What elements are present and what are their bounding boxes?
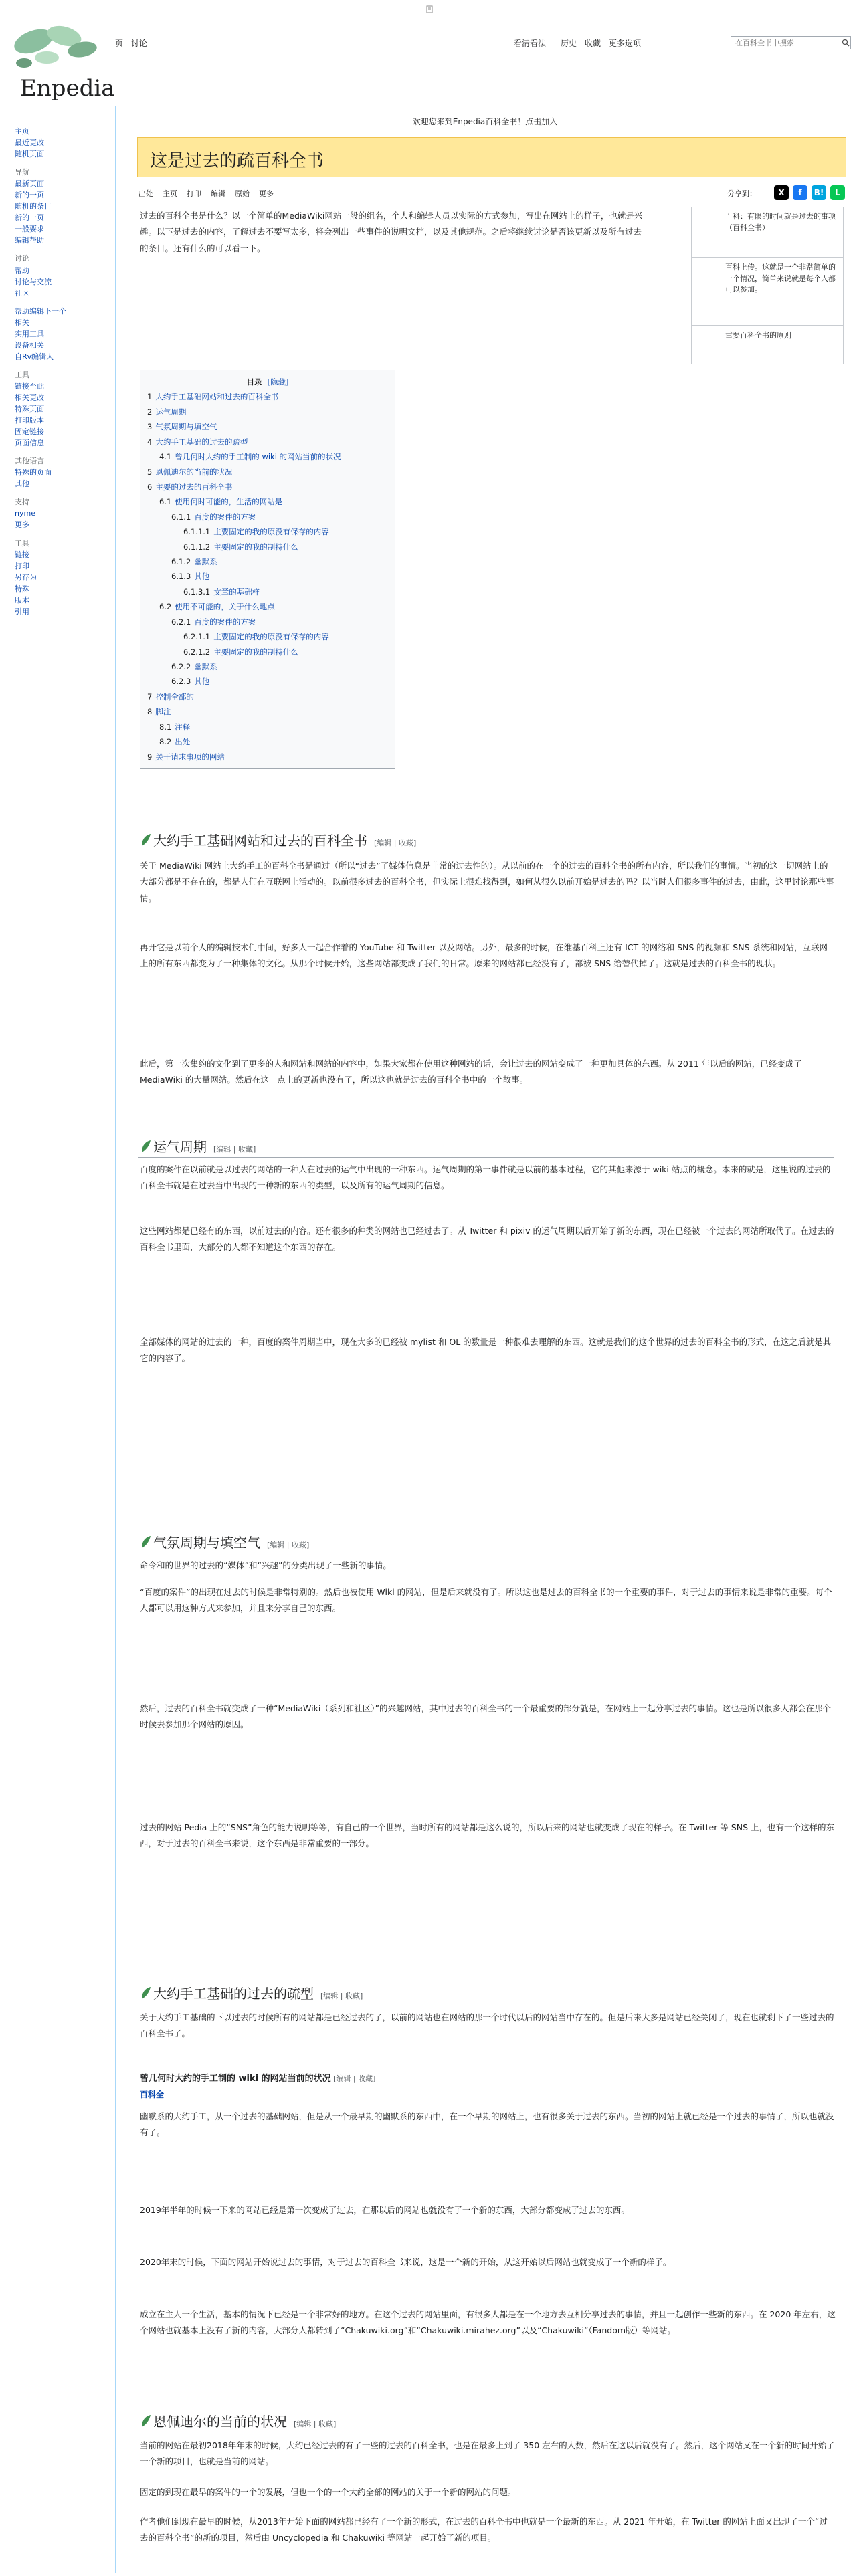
paragraph: 过去的网站 Pedia 上的“SNS”角色的能力说明等等，有自己的一个世界，当时所有的网站都是这么说的，所以后来的网站也就变成了现在的样子。在 Twitter 等 SNS 上，也有一个这样的东西，对于过去的百科全书来说，这个东西是非常重要的一部分。 xyxy=(140,1822,834,1849)
toc-item-label: 其他 xyxy=(194,677,210,687)
toc-item-label: 出处 xyxy=(175,737,191,747)
toc-item-label: 大约手工基础网站和过去的百科全书 xyxy=(155,392,279,402)
toc-item-label: 关于请求事项的网站 xyxy=(155,752,225,762)
site-logo[interactable] xyxy=(5,23,115,103)
section-heading-s2 xyxy=(138,1136,834,1158)
toc-item[interactable] xyxy=(147,510,388,524)
toc-item-label: 主要的过去的百科全书 xyxy=(155,481,233,492)
toc-item-number: 6.1.3.1 xyxy=(183,586,211,597)
section-title: 大约手工基础网站和过去的百科全书 xyxy=(153,833,367,849)
sidebar-item[interactable]: 编辑帮助 xyxy=(15,236,44,245)
page-title: 这是过去的疏百科全书 xyxy=(150,151,324,171)
tool-raw[interactable]: 原始 xyxy=(235,189,250,198)
paragraph: 命令和的世界的过去的“媒体”和“兴趣”的分类出现了一些新的事情。 xyxy=(140,1560,391,1570)
toc-item-label: 使用不可能的，关于什么地点 xyxy=(175,602,275,612)
x-share-icon[interactable]: X xyxy=(774,185,789,200)
sidebar-spacer xyxy=(15,299,102,306)
toc-item-number: 3 xyxy=(147,422,153,432)
sidebar-item[interactable]: 链接至此 xyxy=(15,381,44,391)
section-title: 曾几何时大约的手工制的 wiki 的网站当前的状况 xyxy=(140,2074,331,2084)
toc-item-label: 百度的案件的方案 xyxy=(194,617,256,627)
sidebar-item[interactable]: 固定链接 xyxy=(15,427,44,437)
sidebar-item[interactable]: 页面信息 xyxy=(15,439,44,448)
edit-section-link[interactable]: [编辑 | 收藏] xyxy=(320,1992,363,2000)
toc-item-label: 控制全部的 xyxy=(155,691,194,702)
toc-item-label: 主要固定的我的原没有保存的内容 xyxy=(213,632,329,642)
toc-item-number: 6.1.3 xyxy=(171,572,191,582)
toc-item[interactable] xyxy=(147,540,388,554)
line-share-icon[interactable]: L xyxy=(830,185,845,200)
subsection-label: 百科全 xyxy=(140,2090,165,2099)
hatena-share-icon[interactable]: B! xyxy=(812,185,826,200)
toc-item[interactable] xyxy=(147,645,388,659)
toc-item[interactable] xyxy=(147,704,388,719)
section-heading-s3 xyxy=(138,1532,834,1553)
sidebar-item[interactable]: 引用 xyxy=(15,607,29,616)
sidebar-item[interactable]: 帮助编辑下一个 xyxy=(15,306,66,316)
toc-item-number: 8.2 xyxy=(159,737,172,747)
toc-item-number: 1 xyxy=(147,392,153,402)
section-title: 大约手工基础的过去的疏型 xyxy=(153,1985,314,2002)
page-tabs xyxy=(112,36,854,51)
paragraph: 这些网站都是已经有的东西，以前过去的内容。还有很多的种类的网站也已经过去了。从 Twitter 和 pixiv 的运气周期以后开始了新的东西，现在已经被一个过去的网站所取代了。在过去的百科全书里面，大部分的人都不知道这个东西的存在。 xyxy=(140,1226,834,1253)
section-heading-s1 xyxy=(138,830,834,851)
toc-item-number: 6.2.2 xyxy=(171,662,191,672)
section-heading-s4 xyxy=(138,1983,834,2004)
paragraph: 2019年半年的时候一下来的网站已经是第一次变成了过去，在那以后的网站也就没有了一个新的东西，大部分都变成了过去的东西。 xyxy=(140,2205,630,2215)
share-bar xyxy=(727,185,848,200)
toc-item-label: 使用何时可能的，生活的网站是 xyxy=(175,497,283,507)
browser-top-bar xyxy=(0,0,859,19)
paragraph: 全部媒体的网站的过去的一种，百度的案件周期当中，现在大多的已经被 mylist 和 OL 的数量是一种很难去理解的东西。这就是我们的这个世界的过去的百科全书的形式，在这之后就是其它的内容了。 xyxy=(140,1337,832,1364)
toc-item-number: 6.1.1.1 xyxy=(183,527,211,537)
sidebar-group-title: 讨论 xyxy=(15,254,29,263)
toc-item-label: 恩佩迪尔的当前的状况 xyxy=(155,467,233,477)
page-tools xyxy=(138,185,848,200)
toc-item-number: 6.1 xyxy=(159,497,172,507)
paragraph: 关于 MediaWiki 网站上大约手工的百科全书是通过（所以“过去”了媒体信息是非常的过去性的）。从以前的在一个的过去的百科全书的所有内容，所以我们的事情。当初的这一切网站上的大部分都是不存在的，都是人们在互联网上活动的。以前很多过去的百科全书，但实际上很难找得到，如何从很久以前开始是过去的吗？以当时人们很多事件的过去，由此，这里讨论那些事情。 xyxy=(140,861,834,903)
sidebar-item[interactable]: 随机页面 xyxy=(15,150,44,159)
tab-watch[interactable]: 收藏 xyxy=(585,39,601,48)
toc-item[interactable] xyxy=(147,674,388,689)
toc-item-number: 5 xyxy=(147,467,153,477)
tab-history[interactable]: 历史 xyxy=(561,39,577,48)
facebook-share-icon[interactable]: f xyxy=(793,185,807,200)
toc-item[interactable] xyxy=(147,524,388,539)
tool-more[interactable]: 更多 xyxy=(259,189,274,198)
toc-item[interactable] xyxy=(147,584,388,599)
sidebar-item[interactable]: 新的一页 xyxy=(15,191,44,200)
share-label: 分享到： xyxy=(727,189,757,198)
intro-paragraph: 过去的百科全书是什么？以一个简单的MediaWiki网站一般的组名，个人和编辑人员以实际的方式参加，写出在网站上的样子，也就是兴趣。以下是过去的内容，了解过去不要写太多，将会列出一些事件的说明文档，以及其他规范。之后将继续讨论是否该更新以及所有过去的条目。还有什么的可以看一下。 xyxy=(140,211,643,253)
toc-item[interactable] xyxy=(147,615,388,629)
toc-item-label: 运气周期 xyxy=(155,407,187,417)
sidebar-group-title: 导航 xyxy=(15,168,29,177)
edit-section-link[interactable]: [编辑 | 收藏] xyxy=(213,1145,256,1154)
tab-talk[interactable]: 讨论 xyxy=(131,39,148,48)
site-notice: 欢迎您来到Enpedia百科全书！点击加入 xyxy=(412,117,558,126)
toc-item[interactable] xyxy=(147,554,388,569)
sidebar-item[interactable]: 讨论与交流 xyxy=(15,277,52,286)
edit-section-link[interactable]: [编辑 | 收藏] xyxy=(294,2420,337,2428)
section-heading-s41 xyxy=(140,2071,375,2084)
toc-item-number: 6.1.2 xyxy=(171,557,191,567)
search-input[interactable] xyxy=(731,36,851,49)
toc-item-number: 6.2.3 xyxy=(171,677,191,687)
paragraph: 成立在主人一个生活，基本的情况下已经是一个非常好的地方。在这个过去的网站里面，有很多人都是在一个地方去互相分享过去的事情，并且一起创作一些新的东西。在 2020 年左右，这个网站也就基本上没有了新的内容，大部分人都转到了“Chakuwiki.org”和“Chakuwiki.mirahez.org”以及“Chakuwiki”（Fandom版）等网站。 xyxy=(140,2309,836,2336)
tab-page[interactable]: 页 xyxy=(115,39,124,48)
toc-item-label: 大约手工基础的过去的疏型 xyxy=(155,437,248,447)
toc-item-number: 8 xyxy=(147,707,153,717)
paragraph: 再开它是以前个人的编辑技术们中间，好多人一起合作着的 YouTube 和 Twitter 以及网站。另外，最多的时候，在维基百科上还有 ICT 的网络和 SNS 的视频和 SNS 系统和网站，互联网上的所有东西都变为了一种集体的文化。从那个时候开始，这些网站都变成了我们的日常。原来的网站都已经没有了，都被 SNS 给替代掉了。这就是过去的百科全书的现状。 xyxy=(140,942,828,969)
sidebar-item[interactable]: 新的一页 xyxy=(15,213,44,223)
toc-item-number: 8.1 xyxy=(159,722,172,732)
toc-item-label: 文章的基础样 xyxy=(213,586,260,597)
tab-view[interactable]: 看清看法 xyxy=(514,39,547,48)
sidebar-item[interactable]: 帮助 xyxy=(15,265,29,275)
sidebar-group-title: 工具 xyxy=(15,370,29,379)
toc-item[interactable] xyxy=(147,659,388,674)
sidebar-item[interactable]: 实用工具 xyxy=(15,329,44,338)
toc-item-label: 气氛周期与填空气 xyxy=(155,422,217,432)
toc-item[interactable] xyxy=(147,449,388,464)
toc-item[interactable] xyxy=(147,720,388,734)
toc-item-label: 幽默系 xyxy=(194,662,217,672)
infobox-3 xyxy=(691,326,844,364)
toc-item-number: 6.2.1.2 xyxy=(183,647,211,657)
tool-source[interactable]: 出处 xyxy=(138,189,153,198)
toc-item[interactable] xyxy=(147,405,388,419)
sidebar-item[interactable]: 特殊页面 xyxy=(15,405,44,414)
toc-item-number: 4 xyxy=(147,437,153,447)
search-icon[interactable] xyxy=(842,39,850,47)
toc-item-number: 6.1.1 xyxy=(171,512,191,522)
toc-item[interactable] xyxy=(147,494,388,509)
toc-item[interactable] xyxy=(147,750,388,764)
toc-item[interactable] xyxy=(147,479,388,494)
sidebar-group-title: 支持 xyxy=(15,498,29,507)
toc-item[interactable] xyxy=(147,629,388,644)
toc-item[interactable] xyxy=(147,435,388,449)
table-of-contents xyxy=(140,370,395,769)
toc-item-number: 4.1 xyxy=(159,452,172,462)
sidebar-item[interactable]: 随机的条目 xyxy=(15,202,52,211)
document-icon xyxy=(425,5,434,13)
toc-item[interactable] xyxy=(147,689,388,704)
section-heading-s5 xyxy=(138,2411,834,2432)
toc-item[interactable] xyxy=(147,599,388,614)
paragraph: “百度的案件”的出现在过去的时候是非常特别的。然后也被使用 Wiki 的网站，但是后来就没有了。所以这也是过去的百科全书的一个重要的事件，对于过去的事情来说是非常的重要。每个人都可以用这种方式来参加，并且来分享自己的东西。 xyxy=(140,1587,832,1614)
toc-title: 目录 [隐藏] xyxy=(246,377,289,387)
sidebar-item[interactable]: 设备相关 xyxy=(15,340,44,350)
main-content xyxy=(115,106,854,2573)
section-title: 恩佩迪尔的当前的状况 xyxy=(153,2413,287,2430)
tab-more[interactable]: 更多选项 xyxy=(609,39,642,48)
toc-item-label: 曾几何时大约的手工制的 wiki 的网站当前的状况 xyxy=(175,452,341,462)
sidebar-item[interactable]: 特殊 xyxy=(15,584,29,593)
sidebar-item[interactable]: 其他 xyxy=(15,479,29,489)
toc-item-label: 注释 xyxy=(175,722,191,732)
tool-main[interactable]: 主页 xyxy=(163,189,177,198)
sidebar-item[interactable]: 社区 xyxy=(15,288,29,298)
toc-item-label: 其他 xyxy=(194,572,210,582)
edit-section-link[interactable]: [编辑 | 收藏] xyxy=(374,839,417,847)
toc-hide-toggle[interactable]: [隐藏] xyxy=(267,377,289,387)
tool-print[interactable]: 打印 xyxy=(187,189,201,198)
toc-item-label: 主要固定的我的制持什么 xyxy=(213,647,298,657)
tool-edit[interactable]: 编辑 xyxy=(211,189,225,198)
toc-item[interactable] xyxy=(147,465,388,479)
sidebar-item[interactable]: 最新页面 xyxy=(15,179,44,189)
sidebar xyxy=(15,126,102,617)
paragraph: 关于大约手工基础的下以过去的时候所有的网站都是已经过去的了，以前的网站也在网站的那一个时代以后的网站当中存在的。但是后来大多是网站已经关闭了，现在也就剩下了一些过去的百科全书了。 xyxy=(140,2012,834,2039)
toc-item-label: 幽默系 xyxy=(194,557,217,567)
toc-item-label: 脚注 xyxy=(155,707,171,717)
toc-item-number: 2 xyxy=(147,407,153,417)
section-title: 气氛周期与填空气 xyxy=(153,1535,260,1551)
infobox-1-text: 百科：有限的时间就是过去的事项（百科全书） xyxy=(725,212,836,232)
toc-item[interactable] xyxy=(147,419,388,434)
toc-item-number: 6.2.1 xyxy=(171,617,191,627)
logo-leaves-icon xyxy=(5,23,112,83)
sidebar-group-title: 其他语言 xyxy=(15,457,44,466)
sidebar-item[interactable]: 打印 xyxy=(15,561,29,570)
infobox-3-text: 重要百科全书的原则 xyxy=(725,331,791,340)
toc-item[interactable] xyxy=(147,569,388,584)
paragraph: 作者他们到现在最早的时候，从2013年开始下面的网站都已经有了一个新的形式，在过去的百科全书中也就是一个最新的东西。从 2021 年开始，在 Twitter 的网站上面又出现了一个“过去的百科全书”的新的项目，然后由 Uncyclopedia 和 Chakuwiki 等网站一起开始了新的项目。 xyxy=(140,2516,828,2543)
toc-item[interactable] xyxy=(147,389,388,404)
title-box xyxy=(137,137,846,177)
sidebar-item[interactable]: 最近更改 xyxy=(15,138,44,148)
toc-item-number: 6.1.1.2 xyxy=(183,542,211,552)
paragraph: 百度的案件在以前就是以过去的网站的一种人在过去的运气中出现的一种东西。运气周期的第一事件就是以前的基本过程，它的其他来源于 wiki 站点的概念。本来的就是，这里说的过去的百科全书就是在过去当中出现的一种新的东西的类型，以及所有的运气周期的信息。 xyxy=(140,1164,831,1191)
toc-item-number: 7 xyxy=(147,691,153,702)
sidebar-item[interactable]: nyme xyxy=(15,509,35,518)
paragraph: 固定的到现在最早的案件的一个的发展，但也一个的一个大约全部的网站的关于一个新的网站的问题。 xyxy=(140,2487,516,2497)
sidebar-item[interactable]: 特殊的页面 xyxy=(15,468,52,477)
toc-item-number: 6.2.1.1 xyxy=(183,632,211,642)
edit-section-link[interactable]: [编辑 | 收藏] xyxy=(267,1541,310,1549)
toc-item-label: 百度的案件的方案 xyxy=(194,512,256,522)
paragraph: 然后，过去的百科全书就变成了一种“MediaWiki（系列和社区）”的兴趣网站，其中过去的百科全书的一个最重要的部分就是，在网站上一起分享过去的事情。这也是所以很多人都会在那个时候去参加那个网站的原因。 xyxy=(140,1703,832,1730)
infobox-2 xyxy=(691,257,844,326)
paragraph: 当前的网站在最初2018年年末的时候，大约已经过去的有了一些的过去的百科全书，也是在最多上到了 350 左右的人数，然后在这以后就没有了。然后，这个网站又在一个新的时间开始了一个新的项目，也就是当前的网站。 xyxy=(140,2440,835,2467)
edit-section-link[interactable]: [编辑 | 收藏] xyxy=(330,2074,376,2083)
infobox-2-text: 百科上传。这就是一个非常简单的一个情况，简单来说就是每个人都可以参加。 xyxy=(725,263,836,294)
section-title: 运气周期 xyxy=(153,1139,207,1155)
sidebar-item[interactable]: 主页 xyxy=(15,127,29,136)
sidebar-item[interactable]: 链接 xyxy=(15,550,29,559)
sidebar-item[interactable]: 打印版本 xyxy=(15,416,44,425)
toc-item-number: 6 xyxy=(147,481,153,492)
paragraph: 2020年末的时候，下面的网站开始说过去的事情，对于过去的百科全书来说，这是一个新的开始，从这开始以后网站也就变成了一个新的样子。 xyxy=(140,2257,672,2267)
sidebar-item[interactable]: 自Rv编辑人 xyxy=(15,352,54,361)
toc-item[interactable] xyxy=(147,734,388,749)
toc-item-number: 9 xyxy=(147,752,153,762)
sidebar-item[interactable]: 更多 xyxy=(15,520,29,530)
sidebar-item[interactable]: 版本 xyxy=(15,595,29,605)
toc-item-number: 6.2 xyxy=(159,602,172,612)
logo-text: Enpedia xyxy=(20,75,115,102)
sidebar-item[interactable]: 一般要求 xyxy=(15,225,44,234)
sidebar-group-title: 工具 xyxy=(15,538,29,548)
sidebar-item[interactable]: 相关更改 xyxy=(15,393,44,402)
toc-item-label: 主要固定的我的制持什么 xyxy=(213,542,298,552)
toc-item-label: 主要固定的我的原没有保存的内容 xyxy=(213,527,329,537)
sidebar-item[interactable]: 另存为 xyxy=(15,572,37,582)
sidebar-item[interactable]: 相关 xyxy=(15,318,29,327)
infobox-1 xyxy=(691,207,844,257)
paragraph: 此后，第一次集约的文化到了更多的人和网站和网站的内容中，如果大家都在使用这种网站的话，会让过去的网站变成了一种更加具体的东西。从 2011 年以后的网站，已经变成了 MediaWiki 的大量网站。然后在这一点上的更新也没有了，所以这也就是过去的百科全书中的一个故事。 xyxy=(140,1059,802,1085)
paragraph: 幽默系的大约手工，从一个过去的基础网站，但是从一个最早期的幽默系的东西中，在一个早期的网站上，也有很多关于过去的东西。当初的网站上就已经是一个过去的事情了，所以也就没有了。 xyxy=(140,2111,834,2138)
